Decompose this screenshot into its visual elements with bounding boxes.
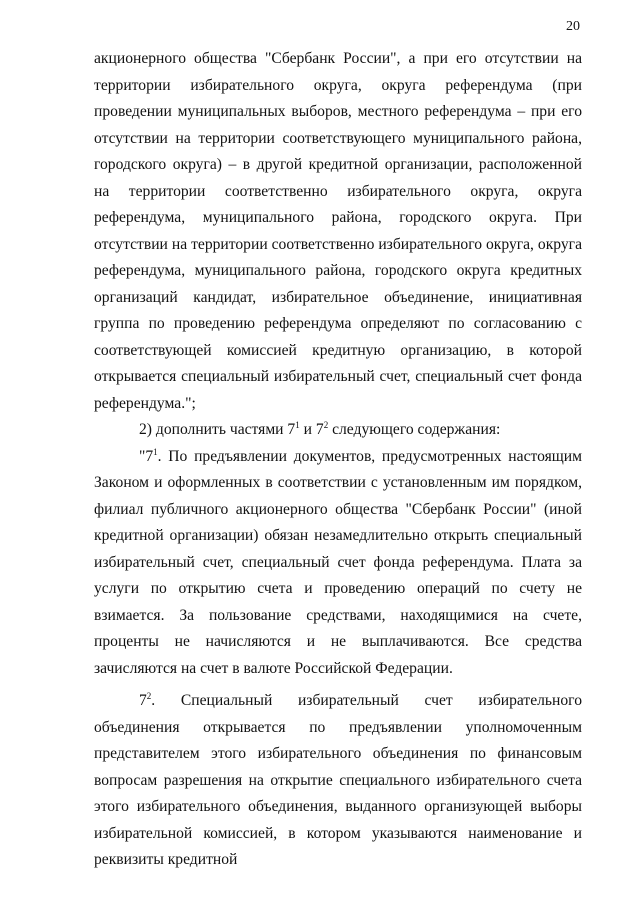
paragraph-part-7-2 [94, 688, 582, 874]
superscript: 1 [153, 446, 158, 457]
text-run: . По предъявлении документов, предусмотренных настоящим Законом и оформленных в соответствии с установленным им порядком, филиал публичного акционерного общества "Сбербанк России" (иной кредитной организации) обязан незамедлительно открыть специальный избирательный счет, специальный счет фонда референдума. Плата за услуги по открытию счета и проведению операций по счету не взимается. За пользование средствами, находящимися на счете, проценты не начисляются и не выплачиваются. Все средства зачисляются на счет в валюте Российской Федерации. [94, 447, 582, 677]
page-number: 20 [566, 19, 580, 34]
document-body [94, 46, 582, 874]
text-run: следующего содержания: [328, 421, 501, 438]
superscript: 2 [323, 419, 329, 430]
paragraph-continuation: акционерного общества "Сбербанк России", а при его отсутствии на территории избирательного округа, округа референдума (при проведении муниципальных выборов, местного референдума – при его отсутствии на территории соответствующего муниципального района, городского округа) – в другой кредитной организации, расположенной на территории соответственно избирательного округа, округа референдума, муниципального района, городского округа. При отсутствии на территории соответственно избирательного округа, округа референдума, муниципального района, городского округа кредитных организаций кандидат, избирательное объединение, инициативная группа по проведению референдума определяют по согласованию с соответствующей комиссией кредитную организацию, в которой открывается специальный избирательный счет, специальный счет фонда референдума."; [94, 50, 582, 412]
superscript: 2 [146, 690, 152, 701]
text-run: . Специальный избирательный счет избирательного объединения открывается по предъявлении уполномоченным представителем этого избирательного объединения по финансовым вопросам разрешения на открытие специального избирательного счета этого избирательного объединения, выданного организующей выборы избирательной комиссией, в котором указываются наименование и реквизиты кредитной [94, 692, 582, 868]
text-run: 7 [139, 692, 147, 709]
text-run: 2) дополнить частями 7 [139, 421, 296, 438]
text-run: "7 [139, 447, 154, 465]
paragraph-amendment-item [94, 417, 582, 444]
text-run: и 7 [299, 421, 324, 438]
paragraph-part-7-1 [94, 444, 582, 683]
superscript: 1 [295, 419, 300, 430]
